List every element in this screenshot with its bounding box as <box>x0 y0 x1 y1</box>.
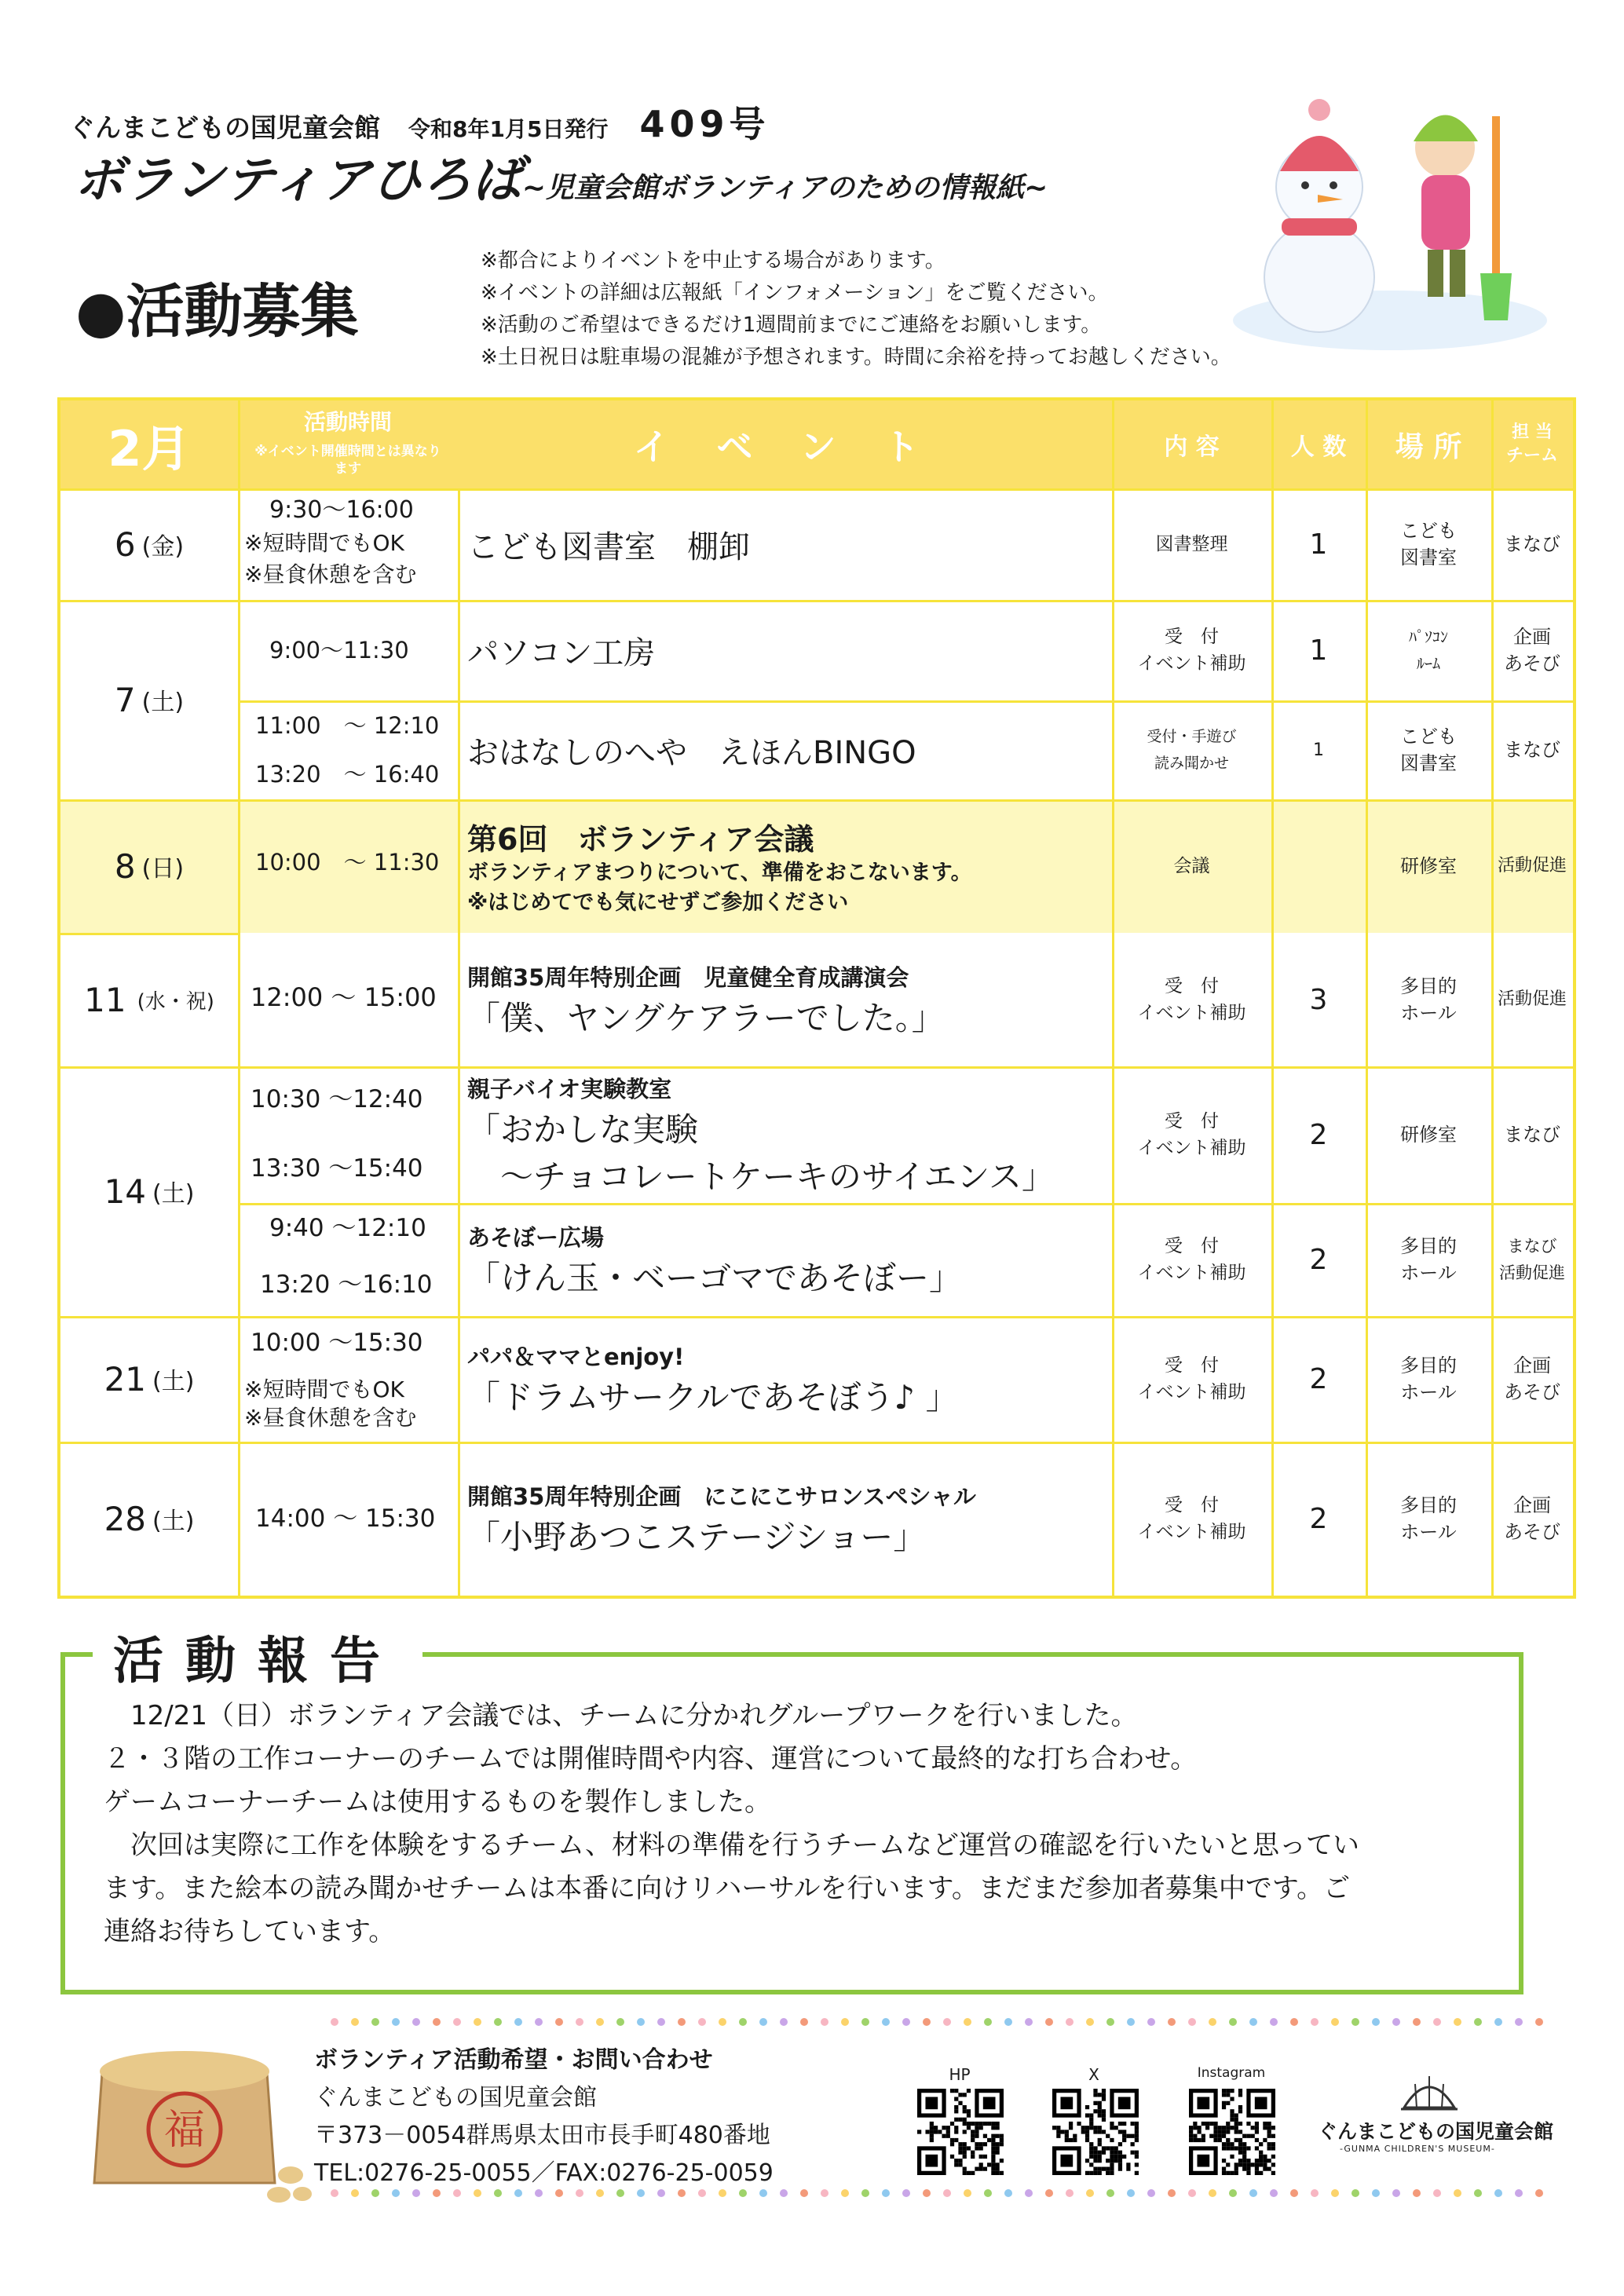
time-cell <box>238 799 458 933</box>
time-text: 13:20 ～ 16:40 <box>255 761 440 788</box>
date-day: (水・祝) <box>137 989 214 1014</box>
decor-dot <box>1494 2018 1502 2026</box>
time-text: 10:00 ～ 11:30 <box>255 849 440 876</box>
event-cell <box>458 600 1112 700</box>
decor-dot <box>923 2189 931 2197</box>
decor-dot <box>1270 2189 1278 2197</box>
place-cell: ﾊﾟｿｺﾝ ﾙｰﾑ <box>1409 627 1448 673</box>
col-event: イ ベ ン ト <box>633 426 937 468</box>
decor-dot <box>678 2018 686 2026</box>
note-item: ※活動のご希望はできるだけ1週間前までにご連絡をお願いします。 <box>481 313 1102 337</box>
col-count: 人 数 <box>1290 433 1347 461</box>
report-line: 12/21（日）ボランティア会議では、チームに分かれグループワークを行いました。 <box>104 1700 1138 1731</box>
decor-dot <box>841 2189 849 2197</box>
time-note: ※昼食休憩を含む <box>244 1405 417 1431</box>
place-cell: 多目的 ホール <box>1400 975 1457 1024</box>
date-cell <box>60 488 238 600</box>
event-cell <box>458 1203 1112 1316</box>
decor-dot <box>1188 2189 1196 2197</box>
event-title: 「僕、ヤングケアラーでした。」 <box>467 998 945 1037</box>
date-day: (土) <box>152 1508 195 1535</box>
decor-dot <box>841 2018 849 2026</box>
event-cell <box>458 1442 1112 1596</box>
report-line: ゲームコーナーチームは使用するものを製作しました。 <box>104 1786 771 1818</box>
snowman-eye <box>1330 181 1337 189</box>
date-day: (土) <box>152 1180 195 1208</box>
bean <box>293 2187 312 2201</box>
event-title: こども図書室 棚卸 <box>467 528 750 565</box>
decor-dot <box>861 2189 869 2197</box>
decor-dot <box>1474 2189 1482 2197</box>
decor-dot <box>821 2018 828 2026</box>
decor-dot <box>1127 2018 1135 2026</box>
decor-dot <box>1311 2018 1319 2026</box>
decor-dot <box>923 2018 931 2026</box>
decor-dot <box>759 2018 767 2026</box>
decor-dot <box>576 2018 583 2026</box>
decor-dot <box>1535 2018 1543 2026</box>
event-subtitle: 開館35周年特別企画 児童健全育成講演会 <box>467 963 909 991</box>
shovel-blade <box>1480 273 1512 320</box>
date-cell <box>60 1066 238 1316</box>
event-cell <box>458 799 1112 933</box>
decor-dot <box>1045 2018 1053 2026</box>
count-cell: 2 <box>1309 1362 1328 1395</box>
content-cell: 受 付 イベント補助 <box>1137 1495 1246 1542</box>
place-cell: 研修室 <box>1400 855 1457 877</box>
event-subtitle: パパ＆ママとenjoy! <box>467 1343 685 1370</box>
decor-dot <box>1168 2018 1176 2026</box>
child-leg <box>1450 250 1465 297</box>
decor-dot <box>821 2189 828 2197</box>
count-cell: 1 <box>1313 740 1324 760</box>
event-title: 「けん玉・ベーゴマであそぼー」 <box>467 1258 963 1297</box>
decor-dot <box>1433 2018 1441 2026</box>
decor-dot <box>1229 2189 1237 2197</box>
event-subtitle: 開館35周年特別企画 にこにこサロンスペシャル <box>467 1483 976 1510</box>
time-note: ※短時間でもOK <box>244 530 404 556</box>
decor-dot <box>943 2189 951 2197</box>
date-cell <box>60 1316 238 1442</box>
note-item: ※都合によりイベントを中止する場合があります。 <box>481 249 946 272</box>
decor-dot <box>1352 2189 1359 2197</box>
qr-label-x: X <box>1088 2065 1099 2084</box>
event-cell <box>458 1316 1112 1442</box>
org-name: ぐんまこどもの国児童会館 <box>69 112 380 143</box>
time-text: 10:00 ～15:30 <box>251 1329 423 1357</box>
date-cell <box>60 600 238 799</box>
decor-dot <box>1413 2018 1421 2026</box>
place-cell: 研修室 <box>1400 1124 1457 1146</box>
date-number: 21 <box>104 1359 147 1398</box>
contact-address: 〒373－0054群馬県太田市長手町480番地 <box>314 2122 770 2149</box>
museum-logo-subtext: -GUNMA CHILDREN'S MUSEUM- <box>1340 2144 1495 2154</box>
decor-dot <box>392 2018 400 2026</box>
decor-dot <box>657 2018 665 2026</box>
issue-date: 令和8年1月5日発行 <box>408 116 609 142</box>
place-cell: こども 図書室 <box>1400 520 1457 569</box>
decor-dot <box>902 2018 910 2026</box>
decor-dot <box>943 2018 951 2026</box>
decor-dot <box>331 2018 338 2026</box>
shovel-handle <box>1492 116 1500 273</box>
contact-org: ぐんまこどもの国児童会館 <box>314 2084 597 2111</box>
decor-dot <box>535 2018 543 2026</box>
decor-dot <box>1413 2189 1421 2197</box>
date-cell <box>60 799 238 933</box>
decor-dot <box>984 2018 992 2026</box>
count-cell: 1 <box>1309 634 1328 667</box>
snowman-eye <box>1301 181 1309 189</box>
col-time-note: ※イベント開催時間とは異なります <box>254 444 441 477</box>
museum-dome-icon <box>1398 2073 1461 2112</box>
newsletter-title <box>74 140 1048 212</box>
child-hat <box>1414 115 1478 142</box>
col-team: 担 当 チーム <box>1505 422 1558 466</box>
event-title: 「小野あつこステージショー」 <box>467 1517 927 1556</box>
date-cell <box>60 933 238 1066</box>
time-cell <box>238 600 458 700</box>
decor-dot <box>1147 2018 1155 2026</box>
date-number: 28 <box>104 1499 147 1538</box>
decor-dot <box>1025 2018 1033 2026</box>
snowman-illustration <box>1225 93 1555 352</box>
team-cell: まなび <box>1504 1124 1560 1146</box>
contact-info <box>314 2042 774 2192</box>
decor-dot <box>698 2018 706 2026</box>
place-cell: 多目的 ホール <box>1400 1235 1457 1284</box>
date-cell <box>60 1442 238 1596</box>
col-content: 内 容 <box>1164 433 1220 461</box>
decor-dot <box>1270 2018 1278 2026</box>
time-text: 12:00 ～ 15:00 <box>251 982 437 1012</box>
date-number: 7 <box>114 680 136 719</box>
decor-dot <box>1372 2018 1380 2026</box>
decor-dot <box>861 2018 869 2026</box>
decor-dot <box>1066 2189 1074 2197</box>
decor-dot <box>1106 2018 1114 2026</box>
museum-logo-text: ぐんまこどもの国児童会館 <box>1318 2120 1554 2143</box>
count-cell: 1 <box>1309 528 1328 561</box>
fuku-character: 福 <box>163 2107 206 2154</box>
team-cell: 活動促進 <box>1497 989 1567 1009</box>
decor-dot <box>984 2189 992 2197</box>
note-item: ※土日祝日は駐車場の混雑が予想されます。時間に余裕を持ってお越しください。 <box>481 345 1231 369</box>
time-text: 13:20 ～16:10 <box>260 1270 433 1299</box>
child-coat <box>1421 175 1470 250</box>
date-number: 11 <box>84 980 126 1019</box>
decor-dot <box>1392 2189 1400 2197</box>
qr-label-hp: HP <box>949 2065 971 2084</box>
place-cell: こども 図書室 <box>1400 726 1457 774</box>
decor-dot <box>1188 2018 1196 2026</box>
decor-dot <box>800 2189 808 2197</box>
team-cell: まなび 活動促進 <box>1499 1237 1565 1282</box>
report-line: ます。また絵本の読み聞かせチームは本番に向けリハーサルを行います。まだまだ参加者募集中です。ご <box>104 1873 1351 1904</box>
decor-dot <box>1535 2189 1543 2197</box>
decor-dot <box>555 2018 563 2026</box>
decor-dot <box>1025 2189 1033 2197</box>
decor-dot <box>412 2018 420 2026</box>
event-cell <box>458 933 1112 1066</box>
issue-number: 409号 <box>639 103 770 145</box>
decor-dot <box>1086 2018 1094 2026</box>
decor-dot <box>1372 2189 1380 2197</box>
bean <box>278 2166 303 2184</box>
decor-dot <box>882 2018 890 2026</box>
time-cell <box>238 700 458 799</box>
time-cell <box>238 1316 458 1442</box>
snowman-body <box>1264 222 1374 332</box>
team-cell: まなび <box>1504 739 1560 761</box>
decor-dot <box>1147 2189 1155 2197</box>
count-cell: 3 <box>1309 983 1328 1016</box>
decor-dot <box>1209 2018 1216 2026</box>
decor-dot <box>800 2018 808 2026</box>
schedule-table <box>57 397 1576 1599</box>
event-title: おはなしのへや えほんBINGO <box>467 734 916 771</box>
content-cell: 受付・手遊び 読み聞かせ <box>1147 728 1237 772</box>
event-title: ～チョコレートケーキのサイエンス」 <box>467 1157 1055 1196</box>
date-number: 6 <box>114 525 136 564</box>
count-cell: 2 <box>1309 1118 1328 1151</box>
decor-dot <box>1515 2018 1523 2026</box>
decor-dot <box>964 2018 971 2026</box>
dot-border-top <box>330 2016 1555 2027</box>
event-subtitle: あそぼー広場 <box>467 1223 605 1251</box>
decor-dot <box>1331 2018 1339 2026</box>
place-cell: 多目的 ホール <box>1400 1494 1457 1543</box>
hat-pompom <box>1308 99 1330 121</box>
count-cell: 2 <box>1309 1502 1328 1535</box>
team-cell: 活動促進 <box>1497 856 1567 876</box>
decor-dot <box>1352 2018 1359 2026</box>
decor-dot <box>882 2189 890 2197</box>
content-cell: 受 付 イベント補助 <box>1137 976 1246 1023</box>
time-text: 13:30 ～15:40 <box>251 1154 423 1183</box>
decor-dot <box>596 2018 604 2026</box>
decor-dot <box>637 2018 645 2026</box>
qr-code-x[interactable] <box>1052 2089 1139 2175</box>
date-day: (日) <box>141 855 185 883</box>
date-day: (土) <box>152 1368 195 1395</box>
event-cell <box>458 1066 1112 1203</box>
decor-dot <box>1168 2189 1176 2197</box>
decor-dot <box>1106 2189 1114 2197</box>
team-cell: まなび <box>1504 533 1560 555</box>
content-cell: 受 付 イベント補助 <box>1137 627 1246 674</box>
notes-list <box>481 245 1231 374</box>
count-cell <box>1271 799 1366 933</box>
decor-dot <box>1311 2189 1319 2197</box>
decor-dot <box>1454 2189 1461 2197</box>
decor-dot <box>1290 2018 1298 2026</box>
masu-beans-illustration <box>86 2026 314 2206</box>
content-cell: 図書整理 <box>1155 534 1228 554</box>
decor-dot <box>719 2018 726 2026</box>
qr-code-instagram[interactable] <box>1189 2089 1275 2175</box>
date-day: (金) <box>141 533 185 561</box>
decor-dot <box>1290 2189 1298 2197</box>
time-note: ※短時間でもOK <box>244 1377 404 1402</box>
event-note: ※はじめてでも気にせずご参加ください <box>467 890 849 915</box>
beans-pile <box>100 2051 269 2092</box>
decor-dot <box>780 2189 788 2197</box>
decor-dot <box>494 2018 502 2026</box>
decor-dot <box>780 2018 788 2026</box>
time-cell <box>238 933 458 1066</box>
event-title: 「おかしな実験 <box>467 1110 699 1149</box>
time-text: 10:30 ～12:40 <box>251 1085 423 1113</box>
child-leg <box>1428 250 1443 297</box>
decor-dot <box>433 2018 441 2026</box>
event-cell <box>458 488 1112 600</box>
event-subtitle: 親子バイオ実験教室 <box>467 1075 672 1102</box>
content-cell: 会議 <box>1173 856 1210 876</box>
date-number: 8 <box>114 846 136 886</box>
decor-dot <box>351 2018 359 2026</box>
decor-dot <box>616 2018 624 2026</box>
decor-dot <box>1127 2189 1135 2197</box>
section-title-recruit: ●活動募集 <box>75 278 359 345</box>
time-text: 9:40 ～12:10 <box>269 1214 426 1242</box>
snowman-hat <box>1280 136 1359 171</box>
month-cell: 2月 <box>108 419 191 477</box>
decor-dot <box>1004 2018 1012 2026</box>
decor-dot <box>371 2018 379 2026</box>
decor-dot <box>902 2189 910 2197</box>
report-line: ２・３階の工作コーナーのチームでは開催時間や内容、運営について最終的な打ち合わせ。 <box>104 1743 1198 1775</box>
time-cell <box>238 488 458 600</box>
report-body <box>104 1695 1517 1954</box>
bean <box>267 2187 291 2203</box>
qr-code-hp[interactable] <box>917 2089 1004 2175</box>
time-cell <box>238 1066 458 1203</box>
col-time: 活動時間 <box>303 409 392 435</box>
event-title: パソコン工房 <box>467 634 656 671</box>
decor-dot <box>1209 2189 1216 2197</box>
team-cell: 企画 あそび <box>1504 1355 1560 1403</box>
team-cell: 企画 あそび <box>1504 1494 1560 1543</box>
date-day: (土) <box>141 689 185 716</box>
snowman-scarf <box>1282 218 1357 236</box>
decor-dot <box>1515 2189 1523 2197</box>
place-cell: 多目的 ホール <box>1400 1355 1457 1403</box>
content-cell: 受 付 イベント補助 <box>1137 1355 1246 1402</box>
time-note: ※昼食休憩を含む <box>244 561 417 587</box>
col-place: 場 所 <box>1395 430 1462 463</box>
decor-dot <box>964 2189 971 2197</box>
time-text: 9:00～11:30 <box>269 637 409 664</box>
event-description: ボランティアまつりについて、準備をおこないます。 <box>467 860 972 885</box>
title-sub: ~児童会館ボランティアのための情報紙~ <box>521 172 1048 204</box>
decor-dot <box>1045 2189 1053 2197</box>
team-cell: 企画 あそび <box>1504 626 1560 675</box>
count-cell: 2 <box>1309 1243 1328 1276</box>
time-cell <box>238 1203 458 1316</box>
decor-dot <box>1249 2189 1257 2197</box>
contact-heading: ボランティア活動希望・お問い合わせ <box>314 2046 713 2074</box>
time-text: 11:00 ～ 12:10 <box>255 712 440 739</box>
decor-dot <box>1392 2018 1400 2026</box>
decor-dot <box>474 2018 481 2026</box>
title-main: ボランティアひろば <box>74 152 522 210</box>
time-text: 14:00 ～ 15:30 <box>255 1504 436 1533</box>
event-title: 「ドラムサークルであそぼう♪ 」 <box>467 1377 959 1417</box>
decor-dot <box>1454 2018 1461 2026</box>
date-number: 14 <box>104 1172 147 1211</box>
decor-dot <box>1249 2018 1257 2026</box>
decor-dot <box>1229 2018 1237 2026</box>
decor-dot <box>453 2018 461 2026</box>
decor-dot <box>514 2018 522 2026</box>
decor-dot <box>1004 2189 1012 2197</box>
time-cell <box>238 1442 458 1596</box>
time-text: 9:30～16:00 <box>269 496 414 524</box>
report-line: 次回は実際に工作を体験をするチーム、材料の準備を行うチームなど運営の確認を行いたいと思ってい <box>104 1830 1360 1861</box>
event-cell <box>458 700 1112 799</box>
contact-phone: TEL:0276-25-0055／FAX:0276-25-0059 <box>314 2159 774 2187</box>
qr-label-instagram: Instagram <box>1197 2065 1266 2081</box>
report-line: 連絡お待ちしています。 <box>104 1916 396 1947</box>
decor-dot <box>1494 2189 1502 2197</box>
note-item: ※イベントの詳細は広報紙「インフォメーション」をご覧ください。 <box>481 281 1109 305</box>
content-cell: 受 付 イベント補助 <box>1137 1236 1246 1283</box>
content-cell: 受 付 イベント補助 <box>1137 1111 1246 1158</box>
event-title: 第6回 ボランティア会議 <box>467 821 814 857</box>
decor-dot <box>739 2018 747 2026</box>
decor-dot <box>1474 2018 1482 2026</box>
decor-dot <box>1331 2189 1339 2197</box>
decor-dot <box>1433 2189 1441 2197</box>
decor-dot <box>1086 2189 1094 2197</box>
report-title: 活動報告 <box>93 1621 422 1693</box>
decor-dot <box>1066 2018 1074 2026</box>
